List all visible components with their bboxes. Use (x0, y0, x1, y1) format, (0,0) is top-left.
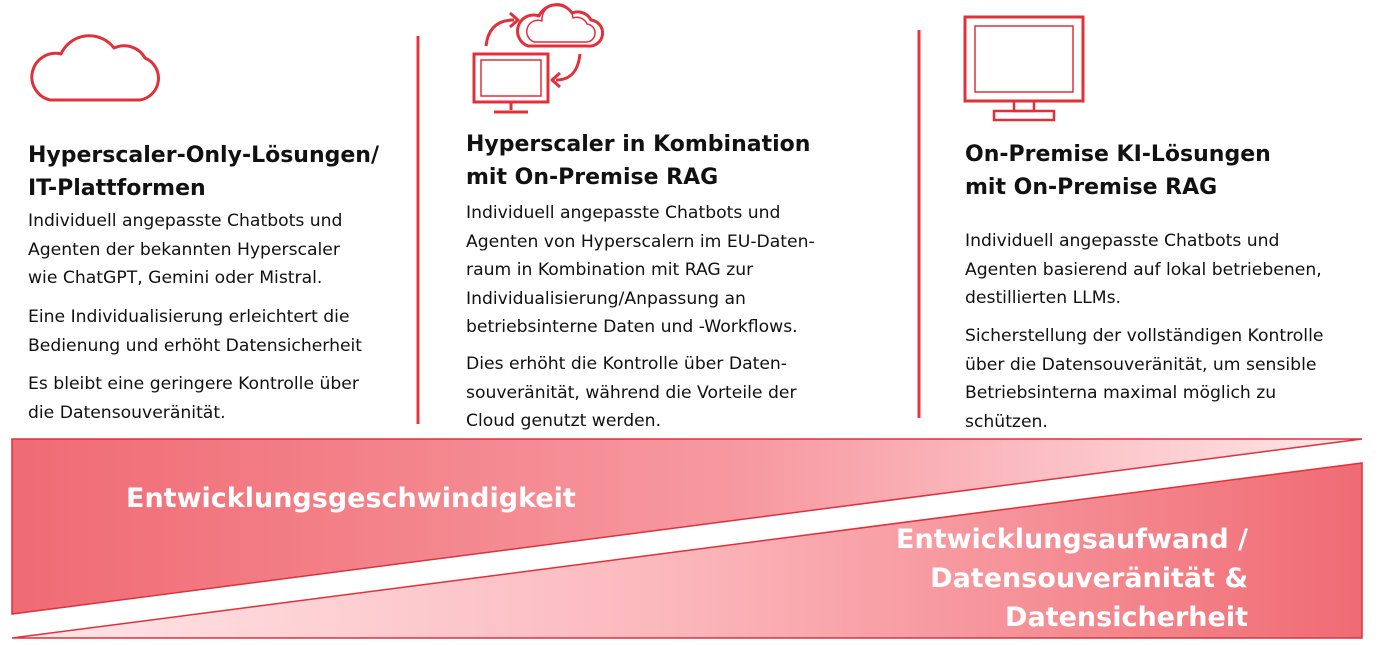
column-3-title: On-Premise KI-Lösungen mit On-Premise RAG (965, 142, 1271, 200)
column-1-paragraph-3: Es bleibt eine geringere Kontrolle über die Datensouveränität. (28, 374, 359, 423)
column-3-paragraph-2: Sicherstellung der vollständigen Kontrolle über die Datensouveränität, um sensible Betriebsinterna maximal möglich zu schützen. (965, 326, 1324, 432)
column-3-paragraph-1: Individuell angepasste Chatbots und Agenten basierend auf lokal betriebenen, destillierten LLMs. (965, 231, 1322, 309)
column-1-title: Hyperscaler-Only-Lösungen/ IT-Plattformen (28, 143, 379, 201)
column-1-paragraph-1: Individuell angepasste Chatbots und Agenten der bekannten Hyperscaler wie ChatGPT, Gemini oder Mistral. (28, 211, 343, 289)
effort-label: Entwicklungsaufwand / Datensouveränität & Datensicherheit (896, 524, 1248, 633)
column-1-paragraph-2: Eine Individualisierung erleichtert die Bedienung und erhöht Datensicherheit (28, 307, 363, 356)
speed-label: Entwicklungsgeschwindigkeit (126, 483, 576, 514)
column-2-paragraph-1: Individuell angepasste Chatbots und Agenten von Hyperscalern im EU-Daten- raum in Kombination mit RAG zur Individualisierung/Anpassung an betriebsinterne Daten und -Workflows. (466, 203, 815, 338)
column-2-title: Hyperscaler in Kombination mit On-Premise RAG (466, 132, 811, 190)
column-2-paragraph-2: Dies erhöht die Kontrolle über Daten- souveränität, während die Vorteile der Cloud genutzt werden. (466, 354, 797, 432)
